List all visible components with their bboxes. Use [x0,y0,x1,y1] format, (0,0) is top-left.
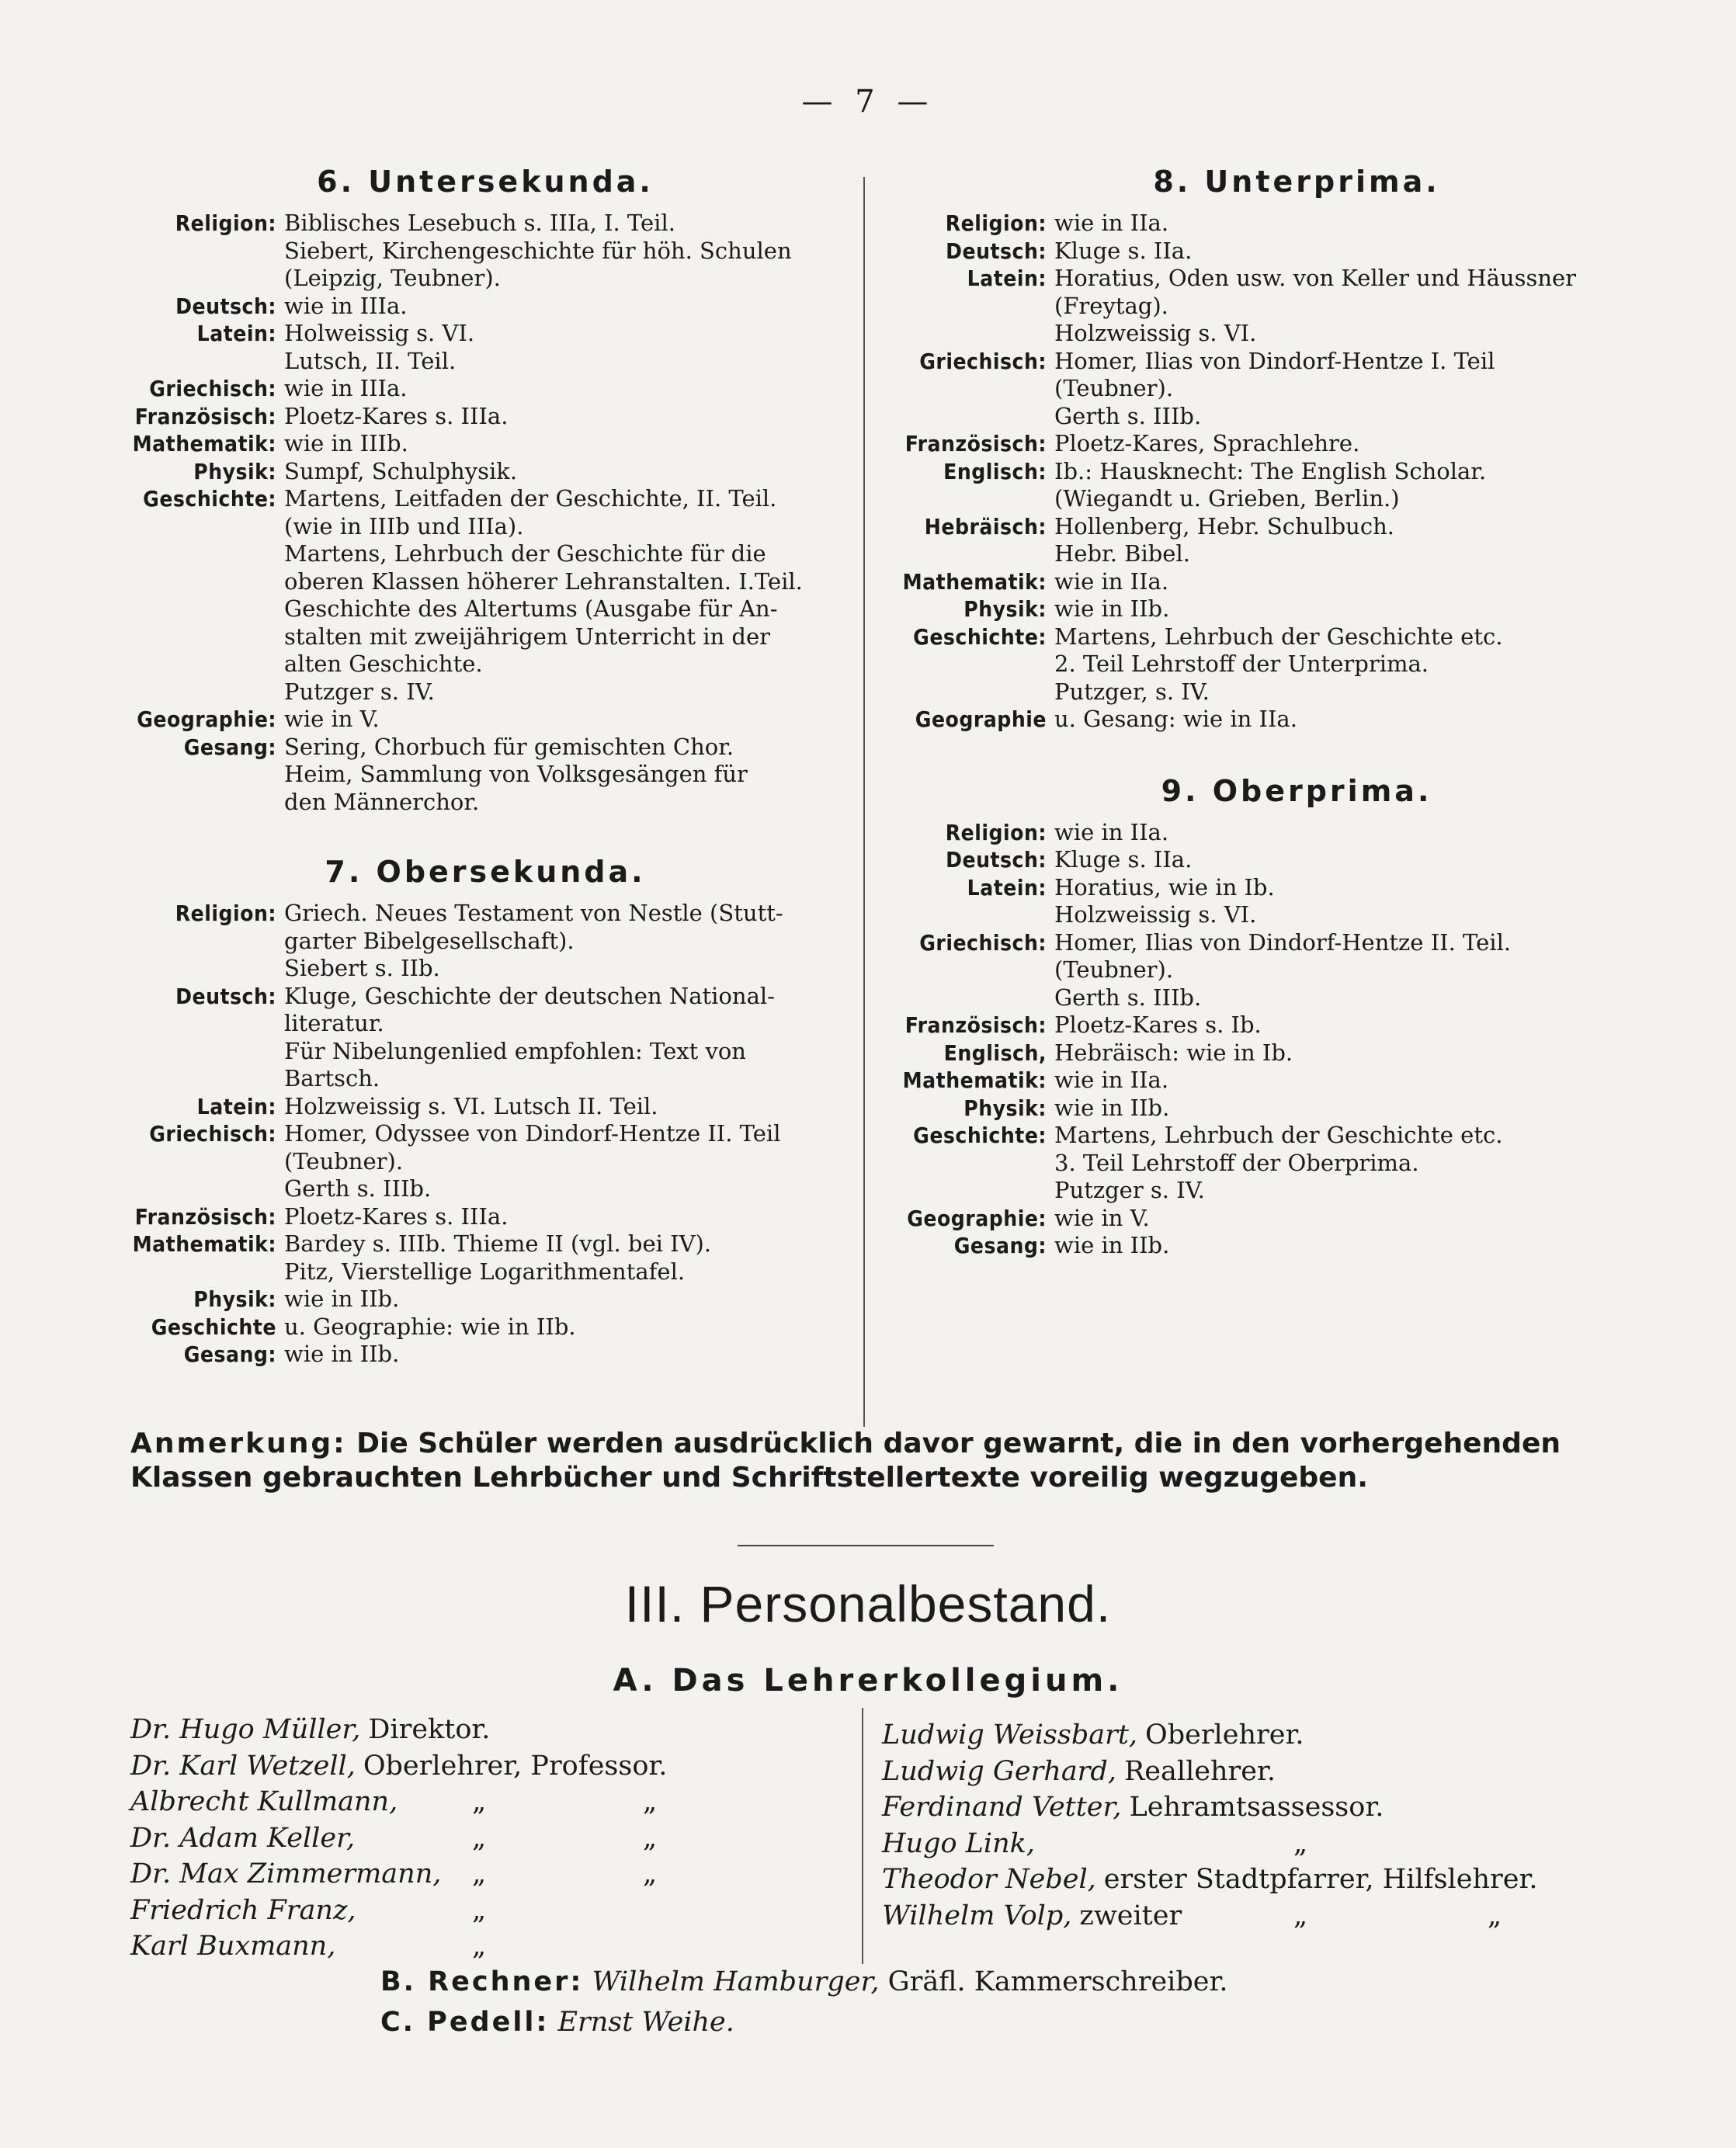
subject-row [699,623,1599,706]
subject-text: Kluge s. IIa. [1054,846,1193,873]
staff-name: Theodor Nebel, [882,1864,1096,1895]
subject-row [0,1313,854,1341]
staff-name: Dr. Max Zimmermann, [130,1858,442,1889]
subject-row [699,874,1599,929]
staff-role: Lehramtsassessor. [1129,1792,1384,1823]
subject-label: Deutsch: [175,293,276,319]
staff-entry [882,1717,1627,1754]
subject-text: wie in IIIa. [284,292,408,319]
subject-text: Hollenberg, Hebr. Schulbuch. Hebr. Bibel. [1054,512,1394,567]
subject-text: Horatius, wie in Ib. Holzweissig s. VI. [1054,873,1275,928]
subject-row [699,1232,1599,1260]
subject-text: wie in IIa. [1054,1067,1169,1093]
subject-row [699,1039,1599,1067]
unterprima-list [699,210,1599,734]
rechner-label: B. Rechner: [380,1966,584,1997]
note-paragraph [130,1427,1598,1495]
subject-text: wie in IIIb. [284,430,408,456]
subject-row [699,1067,1599,1095]
staff-entry [130,1893,852,1929]
staff-entry [130,1712,852,1748]
subject-row [699,1122,1599,1205]
subject-label: Geographie: [137,706,276,732]
subject-text: u. Gesang: wie in IIa. [1054,706,1297,732]
subject-text: Ib.: Hausknecht: The English Scholar. (Wiegandt u. Grieben, Berlin.) [1054,457,1487,512]
staff-name: Dr. Karl Wetzell, [130,1750,356,1782]
ditto-mark: „ [472,1786,487,1817]
staff-name: Ludwig Gerhard, [882,1755,1116,1787]
note-text: Die Schüler werden ausdrücklich davor gewarnt, die in den vorhergehenden Klassen gebrauchten Lehrbücher und Schriftstellertexte voreilig wegzugeben. [130,1428,1561,1494]
subject-row [699,1012,1599,1039]
subject-label: Religion: [175,210,276,236]
subject-text: Ploetz-Kares s. Ib. [1054,1012,1262,1038]
subject-row [699,1095,1599,1123]
subject-label: Latein: [196,1093,276,1119]
subject-text: wie in V. [284,706,380,732]
staff-entry [882,1789,1627,1826]
subject-text: Sumpf, Schulphysik. [284,457,518,484]
staff-role: Reallehrer. [1123,1755,1276,1787]
staff-name: Karl Buxmann, [130,1931,336,1962]
note-label: Anmerkung: [130,1428,347,1459]
staff-entry [130,1784,852,1820]
subject-label: Physik: [963,1095,1047,1121]
subject-row [699,846,1599,874]
staff-entry [882,1862,1627,1898]
staff-role: erster Stadtpfarrer, Hilfslehrer. [1103,1864,1538,1895]
subject-text: wie in V. [1054,1204,1150,1231]
subject-label: Latein: [967,265,1047,291]
untersekunda-title: 6. Untersekunda. [317,165,654,199]
subject-row [699,929,1599,1012]
staff-name: Friedrich Franz, [130,1894,356,1926]
subject-text: wie in IIb. [1054,595,1170,622]
staff-entry [882,1826,1627,1862]
subject-text: Homer, Odyssee von Dindorf-Hentze II. Teil (Teubner). Gerth s. IIIb. [284,1120,781,1202]
rechner-line [380,1964,1227,2000]
pedell-line [380,2004,734,2040]
subject-text: Griech. Neues Testament von Nestle (Stutt- garter Bibelgesellschaft). Siebert s. IIb. [284,900,783,981]
subject-text: Kluge, Geschichte der deutschen National- literatur. Für Nibelungenlied empfohlen: Text von Bartsch. [284,982,775,1091]
subject-label: Geschichte [151,1313,276,1340]
subject-label: Religion: [175,900,276,926]
subject-row [699,595,1599,623]
subject-text: Martens, Lehrbuch der Geschichte etc. 2. Teil Lehrstoff der Unterprima. Putzger, s. IV. [1054,623,1503,705]
subject-label: Französisch: [134,403,276,429]
staff-list-left [130,1712,852,1965]
subject-label: Gesang: [183,1341,276,1367]
subject-row [699,458,1599,513]
subject-text: wie in IIa. [1054,567,1169,595]
ditto-mark: „ [1293,1827,1308,1859]
staff-entry [882,1898,1627,1935]
subject-row [699,430,1599,458]
section-rule [738,1545,994,1546]
staff-name: Dr. Adam Keller, [130,1822,356,1854]
subject-label: Hebräisch: [924,513,1047,540]
staff-role: Oberlehrer. [1145,1719,1304,1751]
ditto-mark: „ [472,1858,487,1889]
oberprima-list [699,819,1599,1260]
subject-label: Latein: [967,874,1047,900]
subsection-title: A. Das Lehrerkollegium. [613,1663,1123,1699]
unterprima-title: 8. Unterprima. [1153,165,1440,199]
staff-name: Ferdinand Vetter, [882,1792,1122,1823]
subject-label: Gesang: [953,1233,1047,1258]
ditto-mark: „ [472,1822,487,1854]
subject-row [699,513,1599,568]
subject-row [699,568,1599,596]
subject-label: Englisch, [943,1039,1047,1066]
subject-row [699,819,1599,847]
subject-text: wie in IIIa. [284,375,408,401]
subject-text: wie in IIa. [1054,818,1169,845]
staff-entry [130,1928,852,1965]
rechner-role: Gräfl. Kammerschreiber. [887,1966,1228,1997]
staff-entry [130,1820,852,1857]
subject-label: Geschichte: [913,1123,1047,1148]
staff-name: Dr. Hugo Müller, [130,1714,361,1745]
subject-row [699,1205,1599,1233]
subject-row [699,265,1599,348]
subject-text: Homer, Ilias von Dindorf-Hentze II. Teil. (Teubner). Gerth s. IIIb. [1054,928,1512,1011]
page-number: — 7 — [801,84,935,120]
subject-label: Deutsch: [946,847,1047,873]
ditto-mark: „ [472,1931,487,1962]
subject-text: Biblisches Lesebuch s. IIIa, I. Teil. Siebert, Kirchengeschichte für höh. Schulen (Leipzig, Teubner). [284,210,792,291]
subject-label: Mathematik: [902,568,1047,595]
subject-row [0,1286,854,1313]
staff-entry [130,1748,852,1785]
subject-label: Französisch: [904,1012,1047,1038]
subject-label: Gesang: [183,734,276,760]
subject-row [699,210,1599,238]
subject-text: wie in IIb. [1054,1094,1170,1121]
subject-row [0,1341,854,1369]
subject-text: wie in IIb. [1054,1232,1170,1258]
staff-entry [882,1754,1627,1790]
subject-text: wie in IIa. [1054,210,1169,236]
subject-label: Religion: [945,210,1047,236]
subject-text: Martens, Lehrbuch der Geschichte etc. 3. Teil Lehrstoff der Oberprima. Putzger s. IV. [1054,1122,1503,1203]
subject-label: Latein: [196,321,276,346]
subject-text: Ploetz-Kares, Sprachlehre. [1054,430,1360,456]
subject-text: Martens, Leitfaden der Geschichte, II. Teil. (wie in IIIb und IIIa). Martens, Lehrbuch der Geschichte für die oberen Klassen höherer Lehranstalten. I.Teil. Geschichte des Altertums (Ausgabe für An- stalten mit zweijährigem Unterricht in der alten Geschichte. Putzger s. IV. [284,485,803,705]
subject-label: Griechisch: [149,376,276,401]
subject-row [699,348,1599,431]
section-title: III. Personalbestand. [624,1575,1112,1633]
subject-text: Holzweissig s. VI. Lutsch II. Teil. [284,1092,658,1119]
subject-row [699,706,1599,734]
staff-entry [130,1856,852,1893]
subject-label: Griechisch: [919,929,1047,956]
rechner-name: Wilhelm Hamburger, [592,1966,880,1997]
subject-label: Religion: [945,819,1047,845]
subject-label: Deutsch: [946,238,1047,264]
staff-list-right [882,1717,1627,1934]
staff-role: zweiter [1079,1900,1182,1931]
subject-label: Geschichte: [913,623,1047,650]
subject-text: Homer, Ilias von Dindorf-Hentze I. Teil (Teubner). Gerth s. IIIb. [1054,347,1495,429]
subject-label: Geschichte: [143,486,276,512]
staff-name: Ludwig Weissbart, [882,1719,1138,1751]
subject-row [699,238,1599,265]
ditto-mark: „ [1293,1900,1308,1931]
subject-text: Ploetz-Kares s. IIIa. [284,402,509,429]
subject-text: Hebräisch: wie in Ib. [1054,1039,1293,1066]
staff-name: Albrecht Kullmann, [130,1786,398,1817]
pedell-name: Ernst Weihe. [557,2007,734,2038]
subject-label: Griechisch: [919,348,1047,374]
obersekunda-title: 7. Obersekunda. [325,855,646,889]
subject-text: Horatius, Oden usw. von Keller und Häussner (Freytag). Holzweissig s. VI. [1054,265,1577,346]
staff-role: Oberlehrer, Professor. [363,1750,668,1782]
ditto-mark: „ [643,1858,658,1889]
subject-label: Deutsch: [175,983,276,1009]
right-column [699,165,1599,1260]
subject-label: Geographie [915,706,1047,732]
staff-divider [862,1708,863,1964]
ditto-mark: „ [643,1786,658,1817]
staff-name: Hugo Link, [882,1827,1035,1859]
subject-text: Bardey s. IIIb. Thieme II (vgl. bei IV). Pitz, Vierstellige Logarithmentafel. [284,1230,712,1285]
subject-text: Sering, Chorbuch für gemischten Chor. Heim, Sammlung von Volksgesängen für den Männerchor. [284,733,748,815]
subject-text: u. Geographie: wie in IIb. [284,1313,576,1340]
ditto-mark: „ [643,1822,658,1854]
subject-text: wie in IIb. [284,1341,400,1367]
subject-label: Physik: [193,1286,276,1312]
ditto-mark: „ [472,1894,487,1926]
subject-text: Kluge s. IIa. [1054,237,1193,264]
subject-text: Holweissig s. VI. Lutsch, II. Teil. [284,320,475,374]
staff-name: Wilhelm Volp, [882,1900,1072,1931]
oberprima-title: 9. Oberprima. [1161,773,1432,808]
subject-label: Mathematik: [902,1067,1047,1093]
subject-label: Mathematik: [132,1231,276,1257]
subject-label: Griechisch: [149,1121,276,1147]
subject-label: Englisch: [943,458,1047,484]
subject-label: Mathematik: [132,431,276,456]
subject-text: Ploetz-Kares s. IIIa. [284,1202,509,1230]
staff-role: Direktor. [368,1714,491,1745]
ditto-mark: „ [1488,1900,1502,1931]
pedell-label: C. Pedell: [380,2007,550,2038]
subject-label: Physik: [193,458,276,484]
subject-text: wie in IIb. [284,1286,400,1312]
subject-label: Geographie: [907,1205,1047,1231]
subject-label: Französisch: [134,1203,276,1230]
subject-label: Französisch: [904,431,1047,456]
subject-label: Physik: [963,596,1047,622]
